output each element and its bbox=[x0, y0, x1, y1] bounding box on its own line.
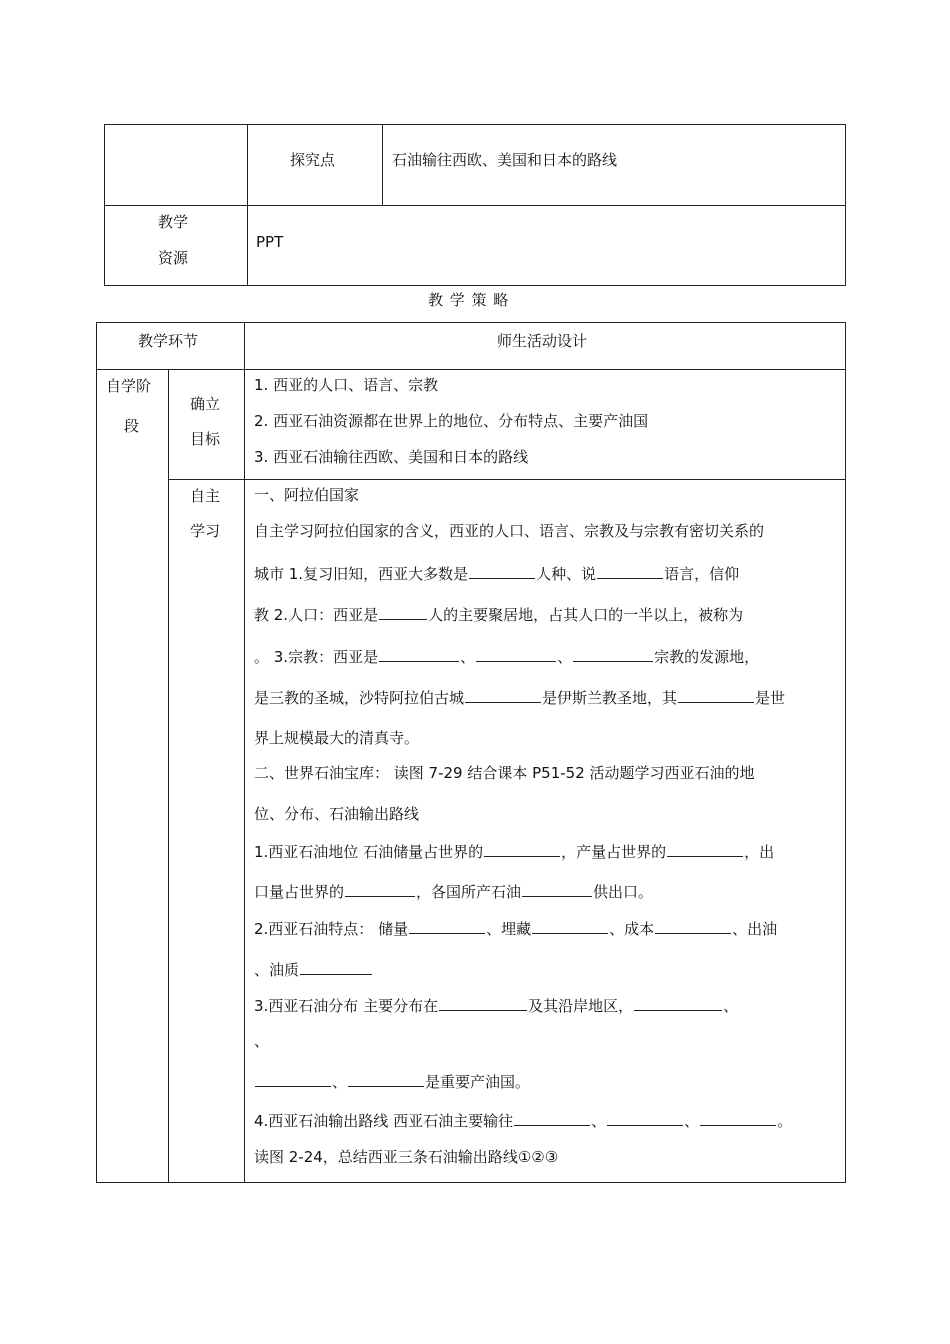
text-line: 、油质 bbox=[254, 958, 373, 981]
explore-label: 探究点 bbox=[290, 151, 336, 169]
goal-label-line1: 确立 bbox=[190, 395, 221, 413]
fill-blank[interactable] bbox=[439, 994, 527, 1011]
self-study-label-line2: 学习 bbox=[190, 522, 221, 540]
fill-blank[interactable] bbox=[484, 840, 560, 857]
fill-blank[interactable] bbox=[678, 686, 754, 703]
goal-label-line2: 目标 bbox=[190, 430, 221, 448]
text-line: 2.西亚石油特点： 储量 、埋藏 、成本 、出油 bbox=[254, 917, 777, 940]
fill-blank[interactable] bbox=[573, 645, 653, 662]
text-line: 3.西亚石油分布 主要分布在 及其沿岸地区， 、 bbox=[254, 994, 738, 1017]
fill-blank[interactable] bbox=[345, 880, 415, 897]
fill-blank[interactable] bbox=[348, 1070, 424, 1087]
text-line: 界上规模最大的清真寺。 bbox=[254, 729, 420, 747]
fill-blank[interactable] bbox=[655, 917, 731, 934]
fill-blank[interactable] bbox=[255, 1070, 331, 1087]
text-line: 教 2.人口：西亚是 人的主要聚居地，占其人口的一半以上，被称为 bbox=[254, 603, 743, 626]
header-teaching-step: 教学环节 bbox=[138, 332, 199, 350]
text-line: 、 是重要产油国。 bbox=[254, 1070, 530, 1093]
resource-label-line1: 教学 bbox=[158, 213, 189, 231]
text-line: 是三教的圣城，沙特阿拉伯古城 是伊斯兰教圣地，其 是世 bbox=[254, 686, 785, 709]
explore-value: 石油输往西欧、美国和日本的路线 bbox=[392, 151, 618, 169]
goal-item: 2. 西亚石油资源都在世界上的地位、分布特点、主要产油国 bbox=[254, 412, 649, 430]
fill-blank[interactable] bbox=[522, 880, 592, 897]
self-study-label-line1: 自主 bbox=[190, 487, 221, 505]
fill-blank[interactable] bbox=[465, 686, 541, 703]
section-heading: 一、阿拉伯国家 bbox=[254, 486, 360, 504]
fill-blank[interactable] bbox=[597, 562, 663, 579]
goal-item: 1. 西亚的人口、语言、宗教 bbox=[254, 376, 439, 394]
goal-item: 3. 西亚石油输往西欧、美国和日本的路线 bbox=[254, 448, 529, 466]
fill-blank[interactable] bbox=[409, 917, 485, 934]
text-line: 位、分布、石油输出路线 bbox=[254, 805, 420, 823]
text-line: 、 bbox=[254, 1032, 270, 1050]
text-line: 1.西亚石油地位 石油储量占世界的 ，产量占世界的 ，出 bbox=[254, 840, 774, 863]
text-line: 自主学习阿拉伯国家的含义，西亚的人口、语言、宗教及与宗教有密切关系的 bbox=[254, 522, 765, 540]
fill-blank[interactable] bbox=[700, 1109, 776, 1126]
text-line: 读图 2-24，总结西亚三条石油输出路线①②③ bbox=[254, 1148, 559, 1166]
fill-blank[interactable] bbox=[532, 917, 608, 934]
stage-label-line2: 段 bbox=[124, 417, 140, 435]
fill-blank[interactable] bbox=[379, 645, 459, 662]
fill-blank[interactable] bbox=[667, 840, 743, 857]
strategy-title: 教 学 策 略 bbox=[428, 291, 510, 309]
text-line: 。 3.宗教：西亚是 、 、 宗教的发源地， bbox=[254, 645, 759, 668]
fill-blank[interactable] bbox=[469, 562, 535, 579]
stage-label-line1: 自学阶 bbox=[106, 377, 152, 395]
text-line: 4.西亚石油输出路线 西亚石油主要输往 、 、 。 bbox=[254, 1109, 792, 1132]
resource-value: PPT bbox=[256, 233, 284, 251]
header-activity-design: 师生活动设计 bbox=[497, 332, 588, 350]
text-line: 城市 1.复习旧知，西亚大多数是 人种、说 语言，信仰 bbox=[254, 562, 739, 585]
fill-blank[interactable] bbox=[300, 958, 372, 975]
fill-blank[interactable] bbox=[514, 1109, 590, 1126]
fill-blank[interactable] bbox=[607, 1109, 683, 1126]
fill-blank[interactable] bbox=[379, 603, 427, 620]
section-heading: 二、世界石油宝库： 读图 7-29 结合课本 P51-52 活动题学习西亚石油的地 bbox=[254, 764, 755, 782]
text-line: 口量占世界的 ，各国所产石油 供出口。 bbox=[254, 880, 653, 903]
resource-label-line2: 资源 bbox=[158, 249, 189, 267]
fill-blank[interactable] bbox=[634, 994, 722, 1011]
fill-blank[interactable] bbox=[476, 645, 556, 662]
